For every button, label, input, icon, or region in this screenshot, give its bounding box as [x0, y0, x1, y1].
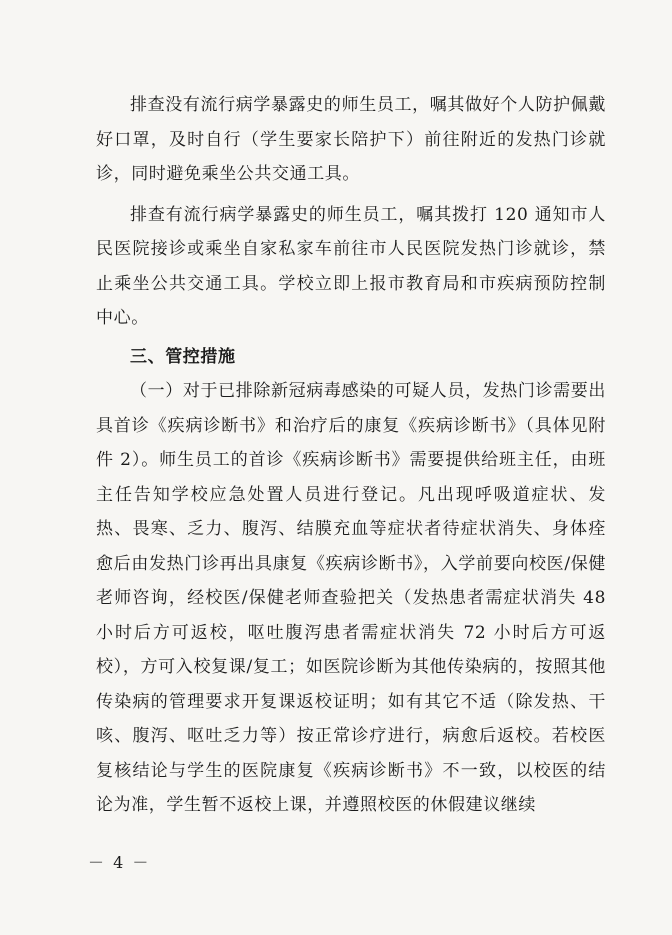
paragraph-no-exposure: 排查没有流行病学暴露史的师生员工，嘱其做好个人防护佩戴好口罩，及时自行（学生要家长陪护下）前往附近的发热门诊就诊，同时避免乘坐公共交通工具。: [96, 95, 606, 184]
page-number: － 4 －: [88, 853, 151, 872]
paragraph-with-exposure: 排查有流行病学暴露史的师生员工，嘱其拨打 120 通知市人民医院接诊或乘坐自家私家车前往市人民医院发热门诊就诊，禁止乘坐公共交通工具。学校立即上报市教育局和市疾病预防控制中心。: [96, 204, 606, 328]
paragraph-control-measures: （一）对于已排除新冠病毒感染的可疑人员，发热门诊需要出具首诊《疾病诊断书》和治疗后的康复《疾病诊断书》（具体见附件 2）。师生员工的首诊《疾病诊断书》需要提供给班主任，由班主任告知学校应急处置人员进行登记。凡出现呼吸道症状、发热、畏寒、乏力、腹泻、结膜充血等症状者待症状消失、身体痊愈后由发热门诊再出具康复《疾病诊断书》，入学前要向校医/保健老师咨询，经校医/保健老师查验把关（发热患者需症状消失 48 小时后方可返校，呕吐腹泻患者需症状消失 72 小时后方可返校），方可入校复课/复工；如医院诊断为其他传染病的，按照其他传染病的管理要求开复课返校证明；如有其它不适（除发热、干咳、腹泻、呕吐乏力等）按正常诊疗进行，病愈后返校。若校医复核结论与学生的医院康复《疾病诊断书》不一致，以校医的结论为准，学生暂不返校上课，并遵照校医的休假建议继续: [96, 381, 606, 815]
section-heading: 三、管控措施: [130, 346, 236, 367]
document-body: [96, 88, 606, 823]
